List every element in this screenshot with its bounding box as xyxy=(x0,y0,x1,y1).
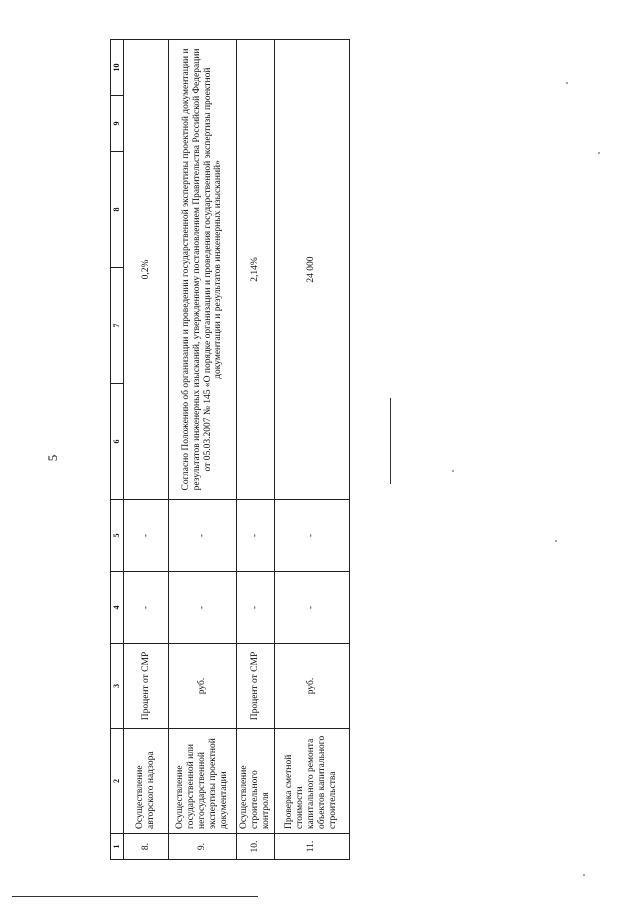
row-number: 11. xyxy=(274,834,349,860)
scan-speck xyxy=(566,82,568,84)
column-header: 3 xyxy=(111,644,124,729)
row-unit: руб. xyxy=(274,644,349,729)
rotated-table-container xyxy=(110,40,345,860)
row-number: 9. xyxy=(169,834,237,860)
column-header: 2 xyxy=(111,729,124,834)
row-number: 10. xyxy=(237,834,275,860)
scan-speck xyxy=(583,874,585,876)
scan-speck xyxy=(598,152,600,154)
table-row xyxy=(124,40,169,860)
row-merged-value: 2,14% xyxy=(237,40,275,500)
column-header: 9 xyxy=(111,96,124,152)
table-row xyxy=(169,40,237,860)
column-header: 7 xyxy=(111,268,124,384)
scan-speck xyxy=(452,470,454,472)
row-col4: - xyxy=(169,572,237,644)
column-header: 4 xyxy=(111,572,124,644)
column-header: 8 xyxy=(111,152,124,268)
row-col5: - xyxy=(237,500,275,572)
column-header: 5 xyxy=(111,500,124,572)
vertical-rule xyxy=(390,398,391,484)
row-merged-value: 0,2% xyxy=(124,40,169,500)
row-name: Осуществление строительного контроля xyxy=(237,729,275,834)
column-header: 10 xyxy=(111,40,124,96)
row-number: 8. xyxy=(124,834,169,860)
column-header: 6 xyxy=(111,384,124,500)
cost-table xyxy=(110,39,350,860)
bottom-rule xyxy=(12,896,258,897)
page-number: 5 xyxy=(45,454,60,462)
row-col4: - xyxy=(237,572,275,644)
row-merged-value: 24 000 xyxy=(274,40,349,500)
row-name: Осуществление государственной или негосударственной экспертизы проектной документации xyxy=(169,729,237,834)
row-name: Проверка сметной стоимости капитального ремонта объектов капитального строительства xyxy=(274,729,349,834)
row-col4: - xyxy=(274,572,349,644)
header-row xyxy=(111,40,124,860)
row-col4: - xyxy=(124,572,169,644)
column-header: 1 xyxy=(111,834,124,860)
table-row xyxy=(274,40,349,860)
row-unit: руб. xyxy=(169,644,237,729)
row-unit: Процент от СМР xyxy=(124,644,169,729)
row-merged-value: Согласно Положению об организации и проведении государственной экспертизы проектной документации и результатов инженерных изысканий, утвержденному постановлением Правительства Российской Федерации от 05.03.2007 № 145 «О порядке организации и проведения государственной экспертизы проектной документации и результатов инженерных изысканий» xyxy=(169,40,237,500)
row-col5: - xyxy=(169,500,237,572)
row-col5: - xyxy=(124,500,169,572)
row-col5: - xyxy=(274,500,349,572)
row-name: Осуществление авторского надзора xyxy=(124,729,169,834)
table-row xyxy=(237,40,275,860)
row-unit: Процент от СМР xyxy=(237,644,275,729)
scan-speck xyxy=(555,540,557,542)
